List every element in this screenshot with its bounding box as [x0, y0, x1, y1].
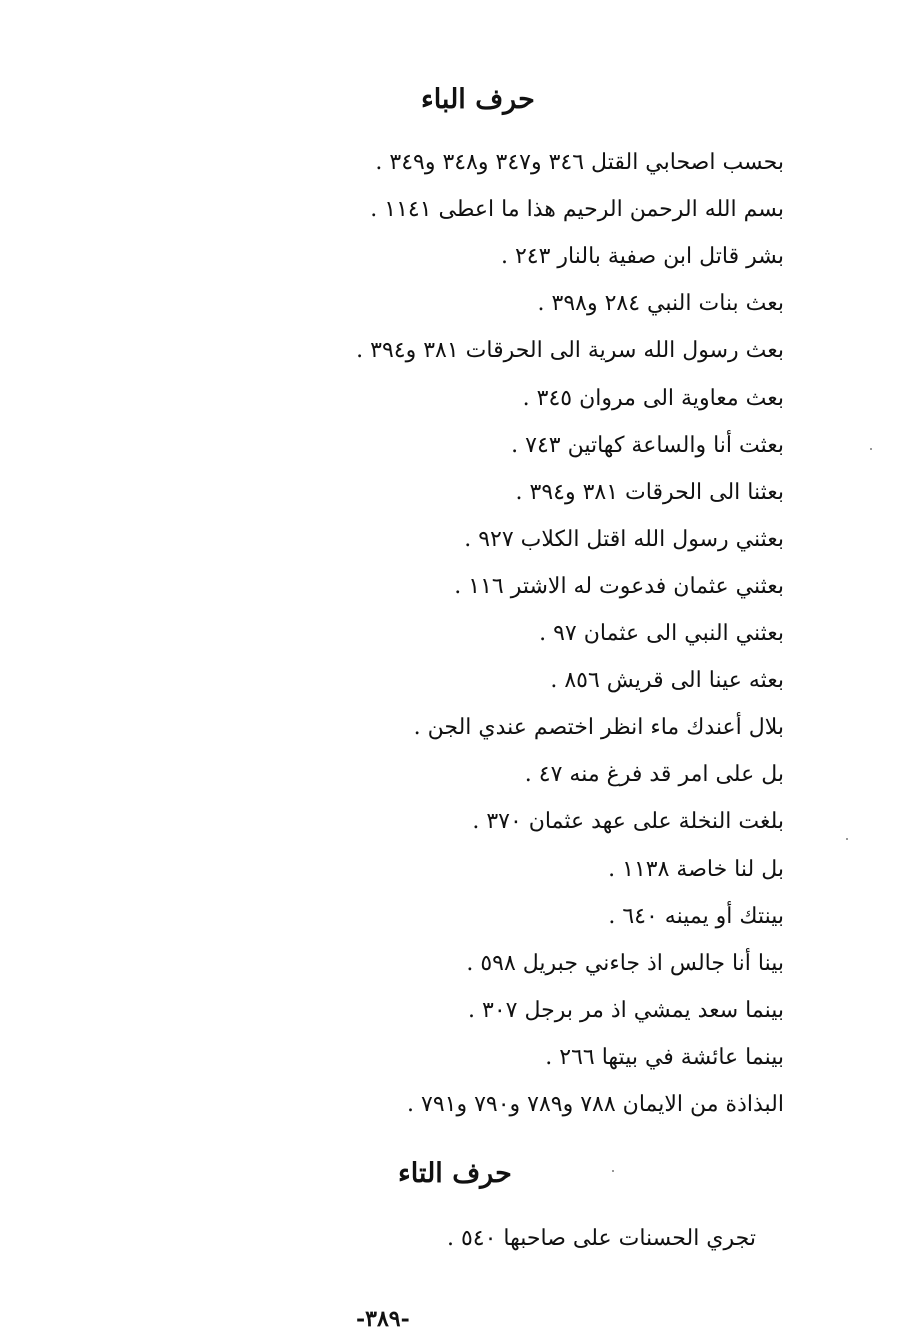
index-entry: بعث رسول الله سرية الى الحرقات ٣٨١ و٣٩٤ . [356, 338, 784, 364]
index-entry: بعث بنات النبي ٢٨٤ و٣٩٨ . [537, 291, 784, 317]
index-entry: بينا أنا جالس اذ جاءني جبريل ٥٩٨ . [466, 950, 784, 976]
index-entry: بينما سعد يمشي اذ مر برجل ٣٠٧ . [468, 997, 784, 1023]
scan-speck [846, 838, 848, 840]
index-entry: بعثني عثمان فدعوت له الاشتر ١١٦ . [454, 573, 784, 599]
index-entry: بعث معاوية الى مروان ٣٤٥ . [522, 385, 784, 411]
index-entry: بحسب اصحابي القتل ٣٤٦ و٣٤٧ و٣٤٨ و٣٤٩ . [375, 150, 784, 175]
section-heading-ta: حرف التاء [398, 1158, 512, 1189]
scan-speck [870, 448, 872, 450]
index-entry: بسم الله الرحمن الرحيم هذا ما اعطى ١١٤١ . [370, 197, 784, 223]
index-entry: بلال أعندك ماء انظر اختصم عندي الجن . [413, 715, 784, 741]
index-entry: بينتك أو يمينه ٦٤٠ . [608, 903, 784, 929]
index-entry: بعثنا الى الحرقات ٣٨١ و٣٩٤ . [515, 479, 784, 505]
index-entry: بل على امر قد فرغ منه ٤٧ . [524, 762, 784, 788]
scan-speck [612, 1170, 614, 1172]
index-entry: بشر قاتل ابن صفية بالنار ٢٤٣ . [500, 244, 784, 270]
index-entry: تجري الحسنات على صاحبها ٥٤٠ . [446, 1226, 756, 1251]
index-entry: البذاذة من الايمان ٧٨٨ و٧٨٩ و٧٩٠ و٧٩١ . [407, 1092, 784, 1117]
page-number: -٣٨٩- [356, 1306, 410, 1332]
index-entry: بعثت أنا والساعة كهاتين ٧٤٣ . [511, 432, 784, 458]
index-entry: بل لنا خاصة ١١٣٨ . [608, 856, 784, 882]
index-entry: بينما عائشة في بيتها ٢٦٦ . [545, 1044, 784, 1070]
section-heading-ba: حرف الباء [421, 84, 535, 115]
index-entry: بعثني رسول الله اقتل الكلاب ٩٢٧ . [464, 526, 784, 552]
index-entry: بلغت النخلة على عهد عثمان ٣٧٠ . [472, 809, 784, 835]
index-entry: بعثه عينا الى قريش ٨٥٦ . [550, 668, 784, 694]
index-entry: بعثني النبي الى عثمان ٩٧ . [539, 621, 784, 646]
